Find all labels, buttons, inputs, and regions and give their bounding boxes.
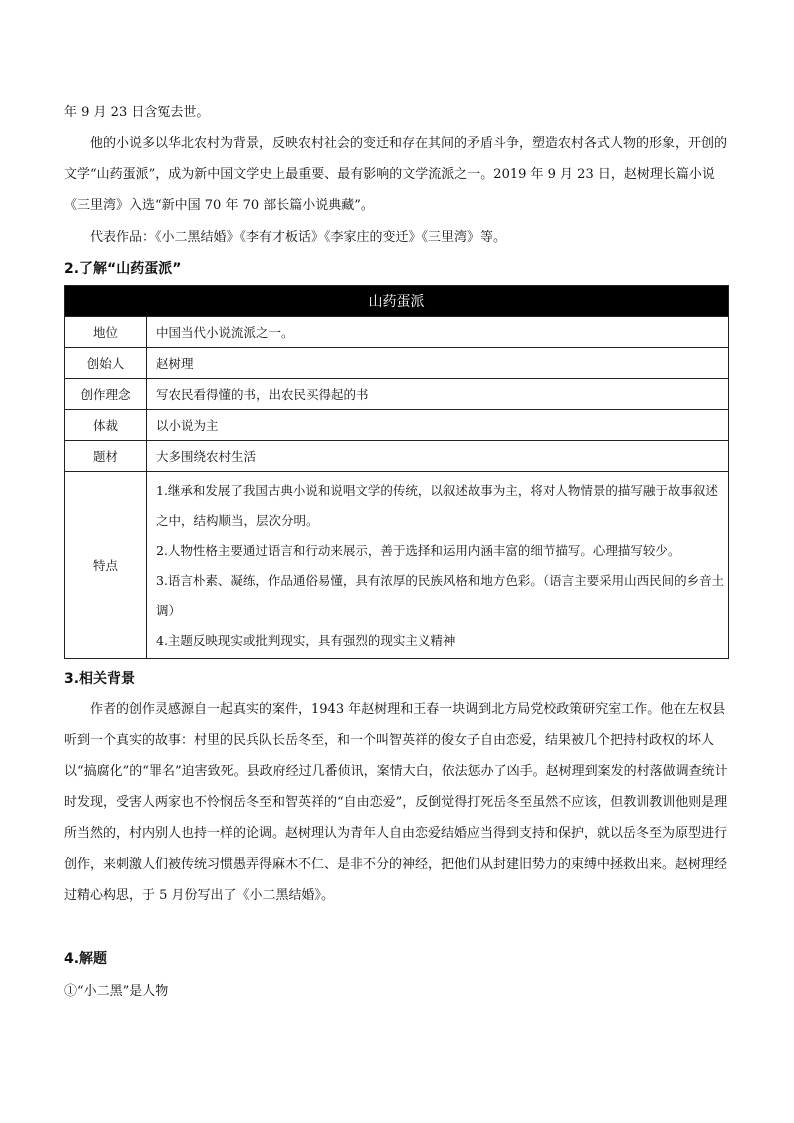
title-explanation-item: ①“小二黑”是人物	[64, 984, 169, 999]
section-2-heading: 2.了解“山药蛋派”	[64, 261, 182, 277]
intro-paragraph-representative: 代表作品：《小二黑结婚》《李有才板话》《李家庄的变迁》《三里湾》等。	[90, 230, 507, 245]
feature-item: 1.继承和发展了我国古典小说和说唱文学的传统，以叙述故事为主，将对人物情景的描写融于故事叙述之中，结构顺当，层次分明。	[156, 483, 718, 528]
row-label: 地位	[65, 317, 147, 348]
row-label: 体裁	[65, 410, 147, 441]
section-4-heading: 4.解题	[64, 951, 108, 967]
row-value: 赵树理	[147, 348, 729, 379]
row-value: 中国当代小说流派之一。	[147, 317, 729, 348]
table-row	[65, 410, 729, 441]
row-label: 创始人	[65, 348, 147, 379]
background-paragraph: 作者的创作灵感源自一起真实的案件，1943 年赵树理和王春一块调到北方局党校政策研究室工作。他在左权县听到一个真实的故事：村里的民兵队长岳冬至，和一个叫智英祥的俊女子自由恋爱，结果被几个把持村政权的坏人以“搞腐化”的“罪名”迫害致死。县政府经过几番侦讯，案情大白，依法惩办了凶手。赵树理到案发的村落做调查统计时发现，受害人两家也不怜悯岳冬至和智英祥的“自由恋爱”，反倒觉得打死岳冬至虽然不应该，但教训教训他则是理所当然的，村内别人也持一样的论调。赵树理认为青年人自由恋爱结婚应当得到支持和保护，就以岳冬至为原型进行创作，来刺激人们被传统习惯愚弄得麻木不仁、是非不分的神经，把他们从封建旧势力的束缚中拯救出来。赵树理经过精心构思，于 5 月份写出了《小二黑结婚》。	[64, 702, 728, 903]
row-value: 大多围绕农村生活	[147, 441, 729, 472]
row-label: 题材	[65, 441, 147, 472]
section-3-heading: 3.相关背景	[64, 671, 136, 687]
table-row	[65, 348, 729, 379]
row-label: 创作理念	[65, 379, 147, 410]
feature-item: 3.语言朴素、凝练，作品通俗易懂，具有浓厚的民族风格和地方色彩。（语言主要采用山西民间的乡音土调）	[156, 573, 725, 618]
features-list	[147, 472, 729, 659]
table-row	[65, 317, 729, 348]
table-row	[65, 379, 729, 410]
row-value: 写农民看得懂的书，出农民买得起的书	[147, 379, 729, 410]
row-value: 以小说为主	[147, 410, 729, 441]
school-info-table	[64, 285, 729, 659]
table-row	[65, 441, 729, 472]
intro-paragraph-works: 他的小说多以华北农村为背景，反映农村社会的变迁和存在其间的矛盾斗争，塑造农村各式人物的形象，开创的文学“山药蛋派”，成为新中国文学史上最重要、最有影响的文学流派之一。2019 年 9 月 23 日，赵树理长篇小说《三里湾》入选“新中国 70 年 70 部长篇小说典藏”。	[64, 136, 728, 213]
feature-item: 4.主题反映现实或批判现实，具有强烈的现实主义精神	[156, 633, 456, 648]
table-title: 山药蛋派	[65, 286, 729, 317]
feature-item: 2.人物性格主要通过语言和行动来展示，善于选择和运用内涵丰富的细节描写。心理描写较少。	[156, 543, 681, 558]
table-row-features	[65, 472, 729, 659]
features-label: 特点	[65, 472, 147, 659]
intro-line: 年 9 月 23 日含冤去世。	[64, 105, 210, 120]
